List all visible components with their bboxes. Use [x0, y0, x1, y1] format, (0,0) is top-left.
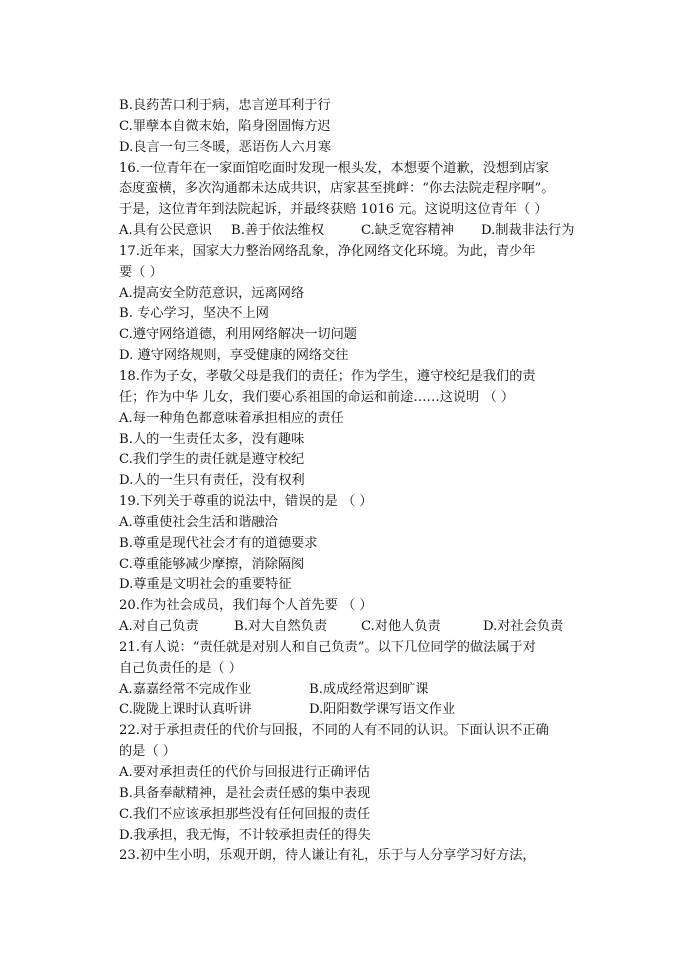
option-line: D.良言一句三冬暖，恶语伤人六月寒: [119, 139, 332, 155]
option-d: D.制裁非法行为: [481, 223, 575, 239]
question-20-options: [119, 617, 574, 638]
option-a: A.要对承担责任的代价与回报进行正确评估: [119, 765, 371, 780]
option-b: B.具备奉献精神，是社会责任感的集中表现: [119, 785, 371, 801]
option-d: D.阳阳数学课写语文作业: [309, 702, 456, 718]
option-line: B.良药苦口利于病，忠言逆耳利于行: [119, 98, 331, 113]
option-d: D.尊重是文明社会的重要特征: [119, 577, 292, 593]
question-21-stem: 自己负责任的是（ ）: [119, 660, 242, 676]
option-a: A.对自己负责: [119, 619, 199, 635]
option-a: A.具有公民意识: [119, 223, 212, 239]
option-c: C.遵守网络道德，利用网络解决一切问题: [119, 327, 357, 343]
option-c: C.陇陇上课时认真听讲: [119, 702, 252, 718]
option-line: C.罪孽本自微末始，陷身囹圄悔方迟: [119, 118, 331, 134]
question-19-stem: 19.下列关于尊重的说法中，错误的是 （ ）: [119, 494, 373, 510]
question-18-stem: 18.作为子女，孝敬父母是我们的责任；作为学生，遵守校纪是我们的责: [119, 368, 536, 384]
option-d: D.人的一生只有责任，没有权利: [119, 473, 305, 489]
option-c: C.尊重能够减少摩擦，消除隔阂: [119, 556, 305, 572]
question-21-options: [119, 700, 574, 721]
question-16-stem: 态度蛮横，多次沟通都未达成共识，店家甚至挑衅：“你去法院走程序啊”。: [119, 181, 555, 197]
option-a: A.嘉嘉经常不完成作业: [119, 681, 252, 697]
option-a: A.尊重使社会生活和谐融洽: [119, 514, 278, 530]
question-20-stem: 20.作为社会成员，我们每个人首先要 （ ）: [119, 598, 373, 614]
question-17-stem: 要（ ）: [119, 264, 163, 280]
exam-page: [119, 96, 574, 867]
question-22-stem: 的是（ ）: [119, 744, 176, 760]
question-16-options: [119, 221, 574, 242]
option-d: D. 遵守网络规则，享受健康的网络交往: [119, 348, 349, 364]
option-d: D.对社会负责: [483, 619, 564, 635]
question-21-stem: 21.有人说：“责任就是对别人和自己负责”。以下几位同学的做法属于对: [119, 639, 536, 655]
question-21-options: [119, 680, 574, 701]
option-c: C.对他人负责: [361, 619, 441, 635]
option-c: C.缺乏宽容精神: [361, 223, 454, 239]
option-b: B.人的一生责任太多，没有趣味: [119, 431, 305, 447]
option-b: B.对大自然负责: [234, 619, 328, 635]
question-18-stem: 任；作为中华 儿女，我们要心系祖国的命运和前途……这说明 （ ）: [119, 389, 515, 405]
question-17-stem: 17.近年来，国家大力整治网络乱象，净化网络文化环境。为此，青少年: [119, 243, 536, 259]
option-a: A.每一种角色都意味着承担相应的责任: [119, 410, 344, 426]
option-b: B.善于依法维权: [231, 223, 325, 239]
question-16-stem: 于是，这位青年到法院起诉，并最终获赔 1016 元。这说明这位青年（ ）: [119, 202, 548, 218]
option-c: C.我们学生的责任就是遵守校纪: [119, 452, 305, 468]
question-22-stem: 22.对于承担责任的代价与回报，不同的人有不同的认识。下面认识不正确: [119, 723, 549, 739]
option-a: A.提高安全防范意识，远离网络: [119, 285, 305, 301]
option-d: D.我承担，我无悔，不计较承担责任的得失: [119, 827, 371, 843]
question-16-stem: 16.一位青年在一家面馆吃面时发现一根头发，本想要个道歉，没想到店家: [119, 160, 549, 176]
option-b: B. 专心学习，坚决不上网: [119, 306, 269, 322]
option-b: B.尊重是现代社会才有的道德要求: [119, 535, 318, 551]
option-c: C.我们不应该承担那些没有任何回报的责任: [119, 806, 371, 822]
option-b: B.成成经常迟到旷课: [309, 681, 429, 697]
question-23-stem: 23.初中生小明，乐观开朗，待人谦让有礼，乐于与人分享学习好方法，: [119, 848, 536, 864]
